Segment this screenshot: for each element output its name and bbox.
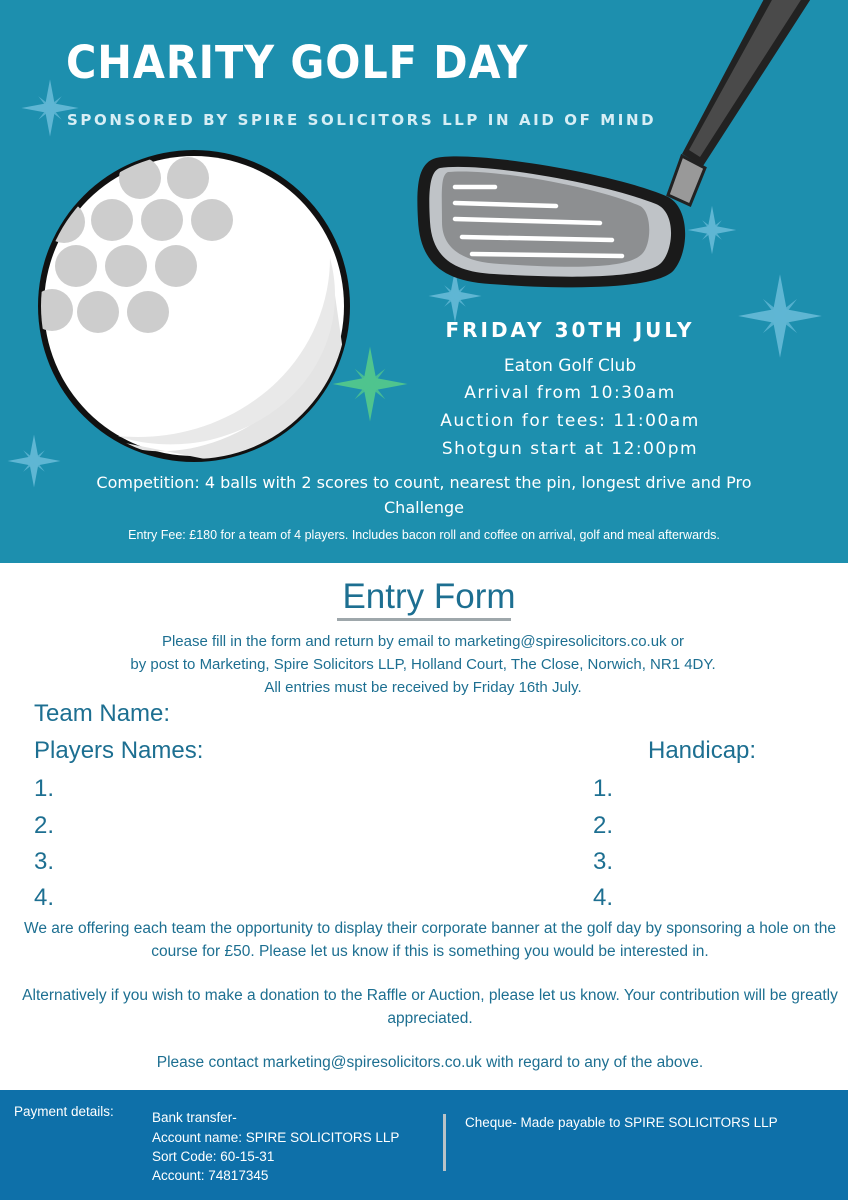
sort-code: Sort Code: 60-15-31 <box>152 1149 275 1164</box>
event-date: FRIDAY 30TH JULY <box>445 318 695 342</box>
form-instruction: Please fill in the form and return by email to marketing@spiresolicitors.co.uk or <box>161 633 685 650</box>
golf-ball-icon <box>31 150 360 470</box>
payment-label: Payment details: <box>14 1104 114 1119</box>
donation-note: Alternatively if you wish to make a donation to the Raffle or Auction, please let us know. Your contribution will be greatly appreciated. <box>22 987 838 1027</box>
contact-note: Please contact marketing@spiresolicitors.co.uk with regard to any of the above. <box>156 1054 704 1071</box>
event-venue: Eaton Golf Club <box>503 356 637 376</box>
entry-fee: Entry Fee: £180 for a team of 4 players. Includes bacon roll and coffee on arrival, golf and meal afterwards. <box>128 528 720 542</box>
event-title: CHARITY GOLF DAY <box>66 36 529 89</box>
account-number: Account: 74817345 <box>152 1168 269 1183</box>
handicap-label: Handicap: <box>648 737 757 764</box>
sparkle-icon <box>333 347 408 422</box>
handicap-number: 4. <box>593 884 614 911</box>
bank-transfer-heading: Bank transfer- <box>152 1110 237 1125</box>
player-number: 4. <box>34 884 55 911</box>
sparkle-icon <box>688 206 736 254</box>
player-number: 1. <box>34 775 55 802</box>
account-name: Account name: SPIRE SOLICITORS LLP <box>152 1130 400 1145</box>
event-subtitle: SPONSORED BY SPIRE SOLICITORS LLP IN AID OF MIND <box>67 111 657 129</box>
handicap-number: 3. <box>593 848 614 875</box>
footer-divider <box>443 1114 446 1171</box>
form-instruction: by post to Marketing, Spire Solicitors LLP, Holland Court, The Close, Norwich, NR1 4DY. <box>130 656 716 673</box>
sparkle-icon <box>8 435 61 488</box>
handicap-number: 1. <box>593 775 614 802</box>
payment-footer <box>0 1090 848 1200</box>
form-instruction: All entries must be received by Friday 16th July. <box>264 679 582 696</box>
hero-banner <box>0 0 848 563</box>
title-underline <box>337 618 511 621</box>
event-arrival: Arrival from 10:30am <box>464 383 676 403</box>
event-shotgun: Shotgun start at 12:00pm <box>441 439 699 459</box>
handicap-number: 2. <box>593 812 614 839</box>
form-title: Entry Form <box>342 577 516 616</box>
sparkle-icon <box>738 274 822 358</box>
competition-details: Competition: 4 balls with 2 scores to count, nearest the pin, longest drive and Pro Challenge <box>96 473 752 517</box>
player-number: 3. <box>34 848 55 875</box>
player-number: 2. <box>34 812 55 839</box>
banner-sponsorship-note: We are offering each team the opportunity to display their corporate banner at the golf day by sponsoring a hole on the course for £50. Please let us know if this is something you would be interested in. <box>24 920 836 960</box>
event-auction: Auction for tees: 11:00am <box>440 411 700 431</box>
team-name-label: Team Name: <box>34 700 171 727</box>
players-names-label: Players Names: <box>34 737 204 764</box>
cheque-details: Cheque- Made payable to SPIRE SOLICITORS LLP <box>465 1115 778 1130</box>
